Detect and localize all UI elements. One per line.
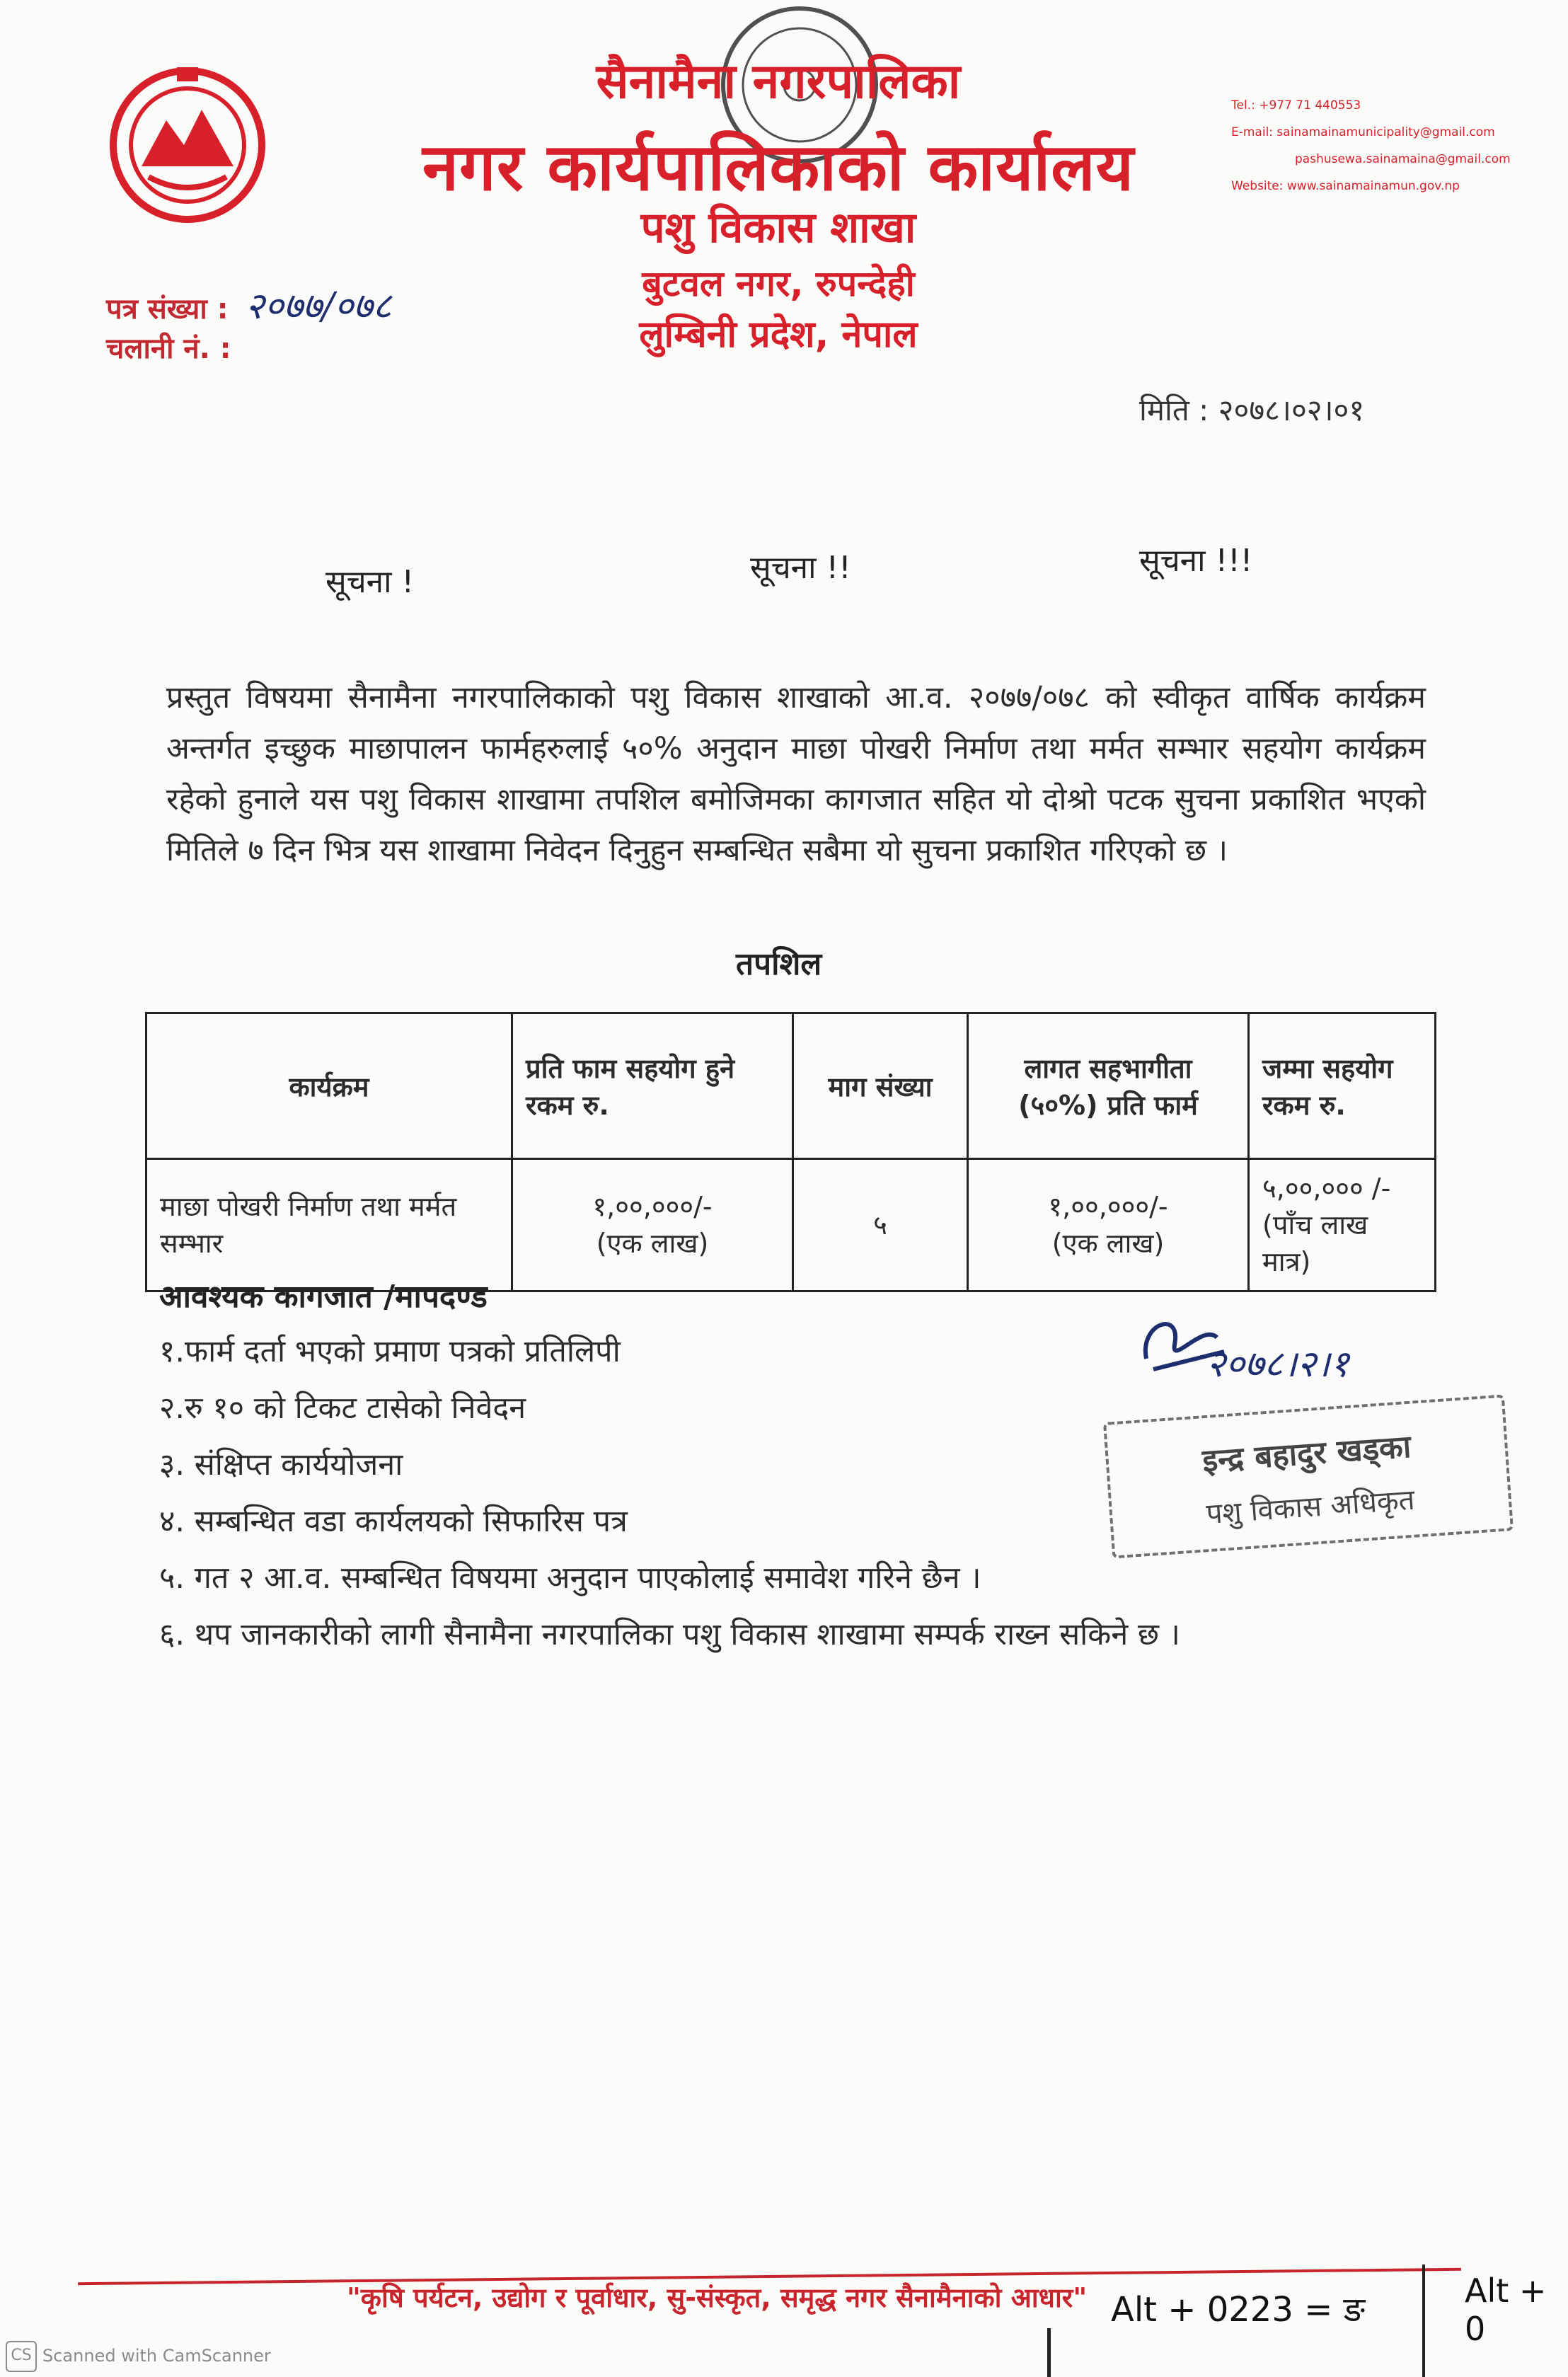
officer-stamp (1103, 1394, 1514, 1558)
notice-heading-2: सूचना !! (750, 550, 851, 586)
signature-date: २०७८।२।१ (1206, 1343, 1349, 1386)
notice-heading-3: सूचना !!! (1139, 543, 1253, 579)
municipality-name: सैनामैना नगरपालिका (596, 54, 961, 110)
table-row (146, 1159, 1436, 1291)
list-item: ३. संक्षिप्त कार्ययोजना (159, 1447, 403, 1483)
contact-email-1: E-mail: sainamainamunicipality@gmail.com (1231, 125, 1495, 139)
contact-email-2: pashusewa.sainamaina@gmail.com (1295, 152, 1511, 166)
paper-edge (1047, 2328, 1051, 2377)
total-value: ५,००,००० /- (1262, 1173, 1391, 1204)
schedule-table (145, 1012, 1436, 1292)
cost-share-words: (एक लाख) (1051, 1228, 1165, 1259)
province-name: लुम्बिनी प्रदेश, नेपाल (639, 313, 918, 356)
table-header-row (146, 1013, 1436, 1159)
notice-heading-1: सूचना ! (325, 564, 415, 600)
table-header: प्रति फाम सहयोग हुने रकम रु. (512, 1013, 793, 1159)
table-header: जम्मा सहयोग रकम रु. (1249, 1013, 1436, 1159)
count-cell: ५ (793, 1159, 968, 1291)
scanner-watermark (6, 2341, 271, 2372)
nepal-emblem-icon (99, 53, 276, 230)
requirements-heading: आवश्यक कागजात /मापदण्ड (159, 1279, 488, 1315)
table-header: कार्यक्रम (146, 1013, 512, 1159)
list-item: ४. सम्बन्धित वडा कार्यलयको सिफारिस पत्र (159, 1504, 628, 1539)
total-cell (1249, 1159, 1436, 1291)
program-cell: माछा पोखरी निर्माण तथा मर्मत सम्भार (146, 1159, 512, 1291)
schedule-title: तपशिल (736, 946, 822, 982)
letter-date: मिति : २०७८।०२।०१ (1139, 393, 1365, 427)
office-address: बुटवल नगर, रुपन्देही (642, 263, 915, 304)
list-item: २.रु १० को टिकट टासेको निवेदन (159, 1391, 526, 1426)
notice-paragraph: प्रस्तुत विषयमा सैनामैना नगरपालिकाको पशु विकास शाखाको आ.व. २०७७/०७८ को स्वीकृत वार्षिक कार्यक्रम अन्तर्गत इच्छुक माछापालन फार्महरुलाई ५०% अनुदान माछा पोखरी निर्माण तथा मर्मत सम्भार सहयोग कार्यक्रम रहेको हुनाले यस पशु विकास शाखामा तपशिल बमोजिमका कागजात सहित यो दोश्रो पटक सुचना प्रकाशित भएको मितिले ७ दिन भित्र यस शाखामा निवेदन दिनुहुन सम्बन्धित सबैमा यो सुचना प्रकाशित गरिएको छ । (166, 680, 1426, 868)
list-item: ५. गत २ आ.व. सम्बन्धित विषयमा अनुदान पाएकोलाई समावेश गरिने छैन । (159, 1560, 981, 1596)
footer-slogan: "कृषि पर्यटन, उद्योग र पूर्वाधार, सु-संस्कृत, समृद्ध नगर सैनामैनाको आधार" (347, 2282, 1088, 2313)
paper-edge (1422, 2264, 1425, 2377)
amount-cell (512, 1159, 793, 1291)
letter-number-row (106, 280, 391, 330)
list-item: १.फार्म दर्ता भएको प्रमाण पत्रको प्रतिलिपी (159, 1334, 621, 1369)
stamp-officer-name: इन्द्र बहादुर खड्का (1201, 1428, 1412, 1480)
amount-words: (एक लाख) (596, 1228, 709, 1259)
scanner-watermark-text: Scanned with CamScanner (42, 2346, 271, 2366)
letter-number-value: २०७७/०७८ (245, 285, 392, 328)
stamp-officer-title: पशु विकास अधिकृत (1205, 1483, 1416, 1531)
contact-website: Website: www.sainamainamun.gov.np (1231, 179, 1460, 193)
office-name: नगर कार्यपालिकाको कार्यालय (422, 130, 1135, 205)
cost-share-cell (968, 1159, 1249, 1291)
camscanner-logo-icon: CS (6, 2341, 37, 2372)
contact-block (1231, 92, 1511, 200)
dispatch-number-label: चलानी नं. : (106, 333, 231, 365)
letter-number-label: पत्र संख्या : (106, 293, 229, 326)
keyboard-hint-cut: Alt + 0 (1465, 2272, 1547, 2348)
list-item: ६. थप जानकारीको लागी सैनामैना नगरपालिका पशु विकास शाखामा सम्पर्क राख्न सकिने छ । (159, 1617, 1180, 1652)
table-header: माग संख्या (793, 1013, 968, 1159)
table-header: लागत सहभागीता (५०%) प्रति फार्म (968, 1013, 1249, 1159)
keyboard-hint: Alt + 0223 = ङ (1111, 2290, 1366, 2330)
branch-name: पशु विकास शाखा (640, 203, 916, 253)
cost-share-value: १,००,०००/- (1048, 1191, 1168, 1222)
contact-phone: Tel.: +977 71 440553 (1231, 98, 1361, 113)
total-words: (पाँच लाख मात्र) (1262, 1209, 1368, 1277)
amount-value: १,००,०००/- (592, 1191, 713, 1222)
requirements-list (159, 1323, 1180, 1663)
handwritten-signature (1132, 1309, 1401, 1415)
